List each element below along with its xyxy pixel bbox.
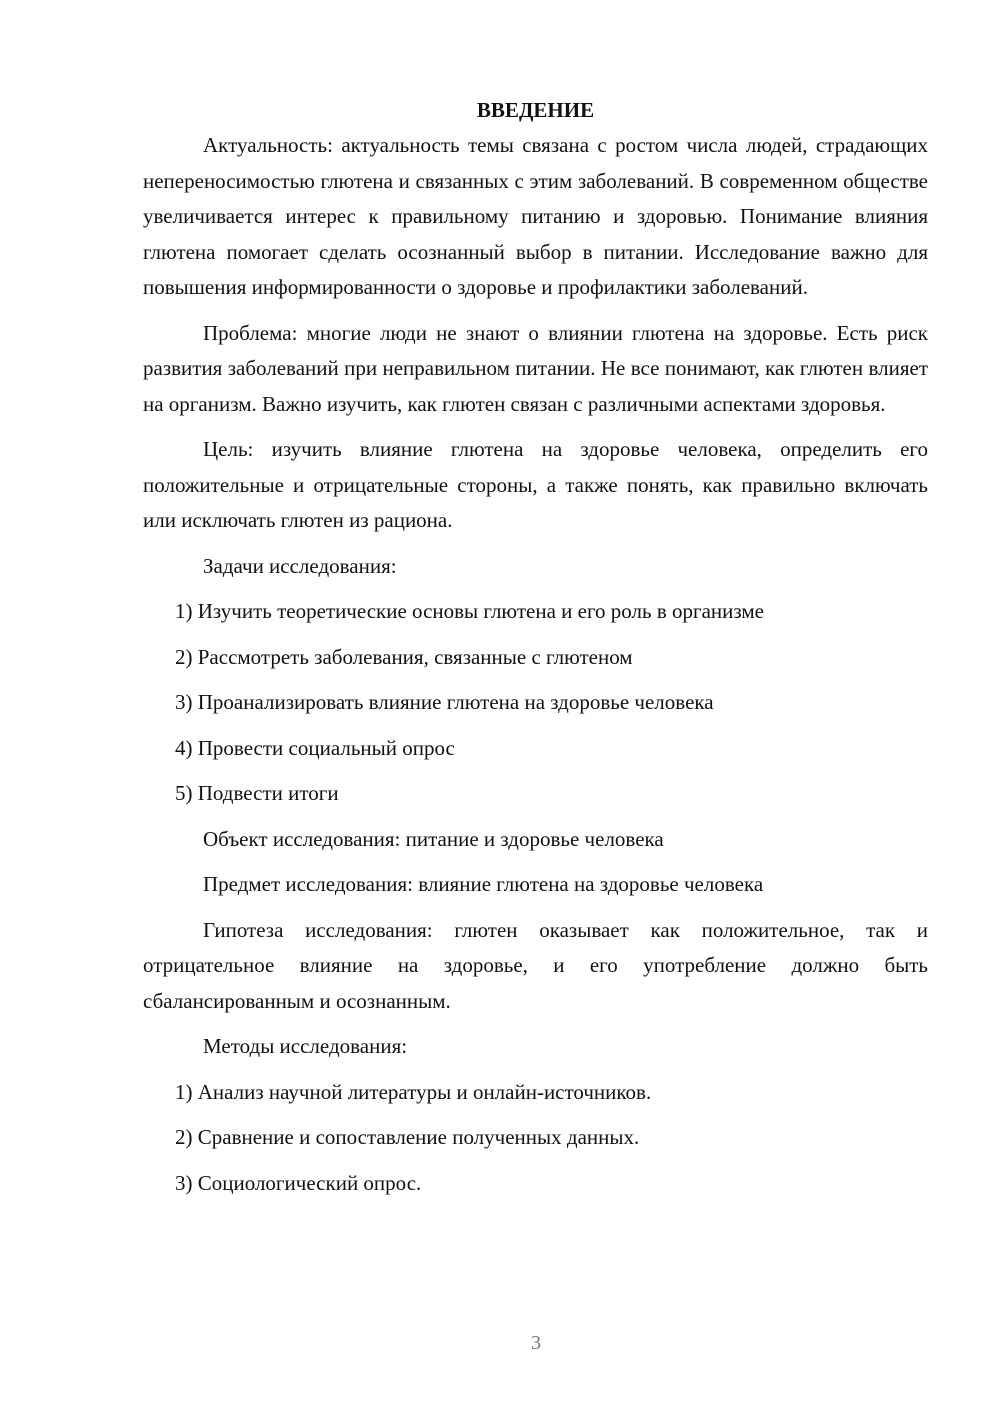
subject-paragraph: Предмет исследования: влияние глютена на здоровье человека bbox=[203, 872, 764, 896]
list-item: 3) Проанализировать влияние глютена на здоровье человека bbox=[175, 690, 714, 714]
problem-paragraph: Проблема: многие люди не знают о влиянии глютена на здоровье. Есть риск развития заболеваний при неправильном питании. Не все понимают, как глютен влияет на организм. Важно изучить, как глютен связан с различными аспектами здоровья. bbox=[143, 320, 928, 416]
list-item: 4) Провести социальный опрос bbox=[175, 735, 455, 760]
tasks-heading: Задачи исследования: bbox=[203, 553, 397, 578]
list-item: 1) Анализ научной литературы и онлайн-источников. bbox=[175, 1079, 652, 1104]
list-item: 1) Изучить теоретические основы глютена и его роль в организме bbox=[175, 599, 765, 623]
section-title: ВВЕДЕНИЕ bbox=[476, 98, 595, 122]
list-item: 3) Социологический опрос. bbox=[175, 1170, 422, 1195]
list-item: 5) Подвести итоги bbox=[175, 781, 339, 805]
hypothesis-paragraph: Гипотеза исследования: глютен оказывает как положительное, так и отрицательное влияние на здоровье, и его употребление должно быть сбалансированным и осознанным. bbox=[143, 917, 928, 1013]
methods-heading: Методы исследования: bbox=[203, 1034, 408, 1058]
goal-paragraph: Цель: изучить влияние глютена на здоровье человека, определить его положительные и отрицательные стороны, а также понять, как правильно включать или исключать глютен из рациона. bbox=[143, 437, 928, 532]
list-item: 2) Рассмотреть заболевания, связанные с глютеном bbox=[175, 644, 633, 669]
list-item: 2) Сравнение и сопоставление полученных данных. bbox=[175, 1125, 640, 1149]
page-number: 3 bbox=[531, 1332, 541, 1354]
document-page bbox=[143, 92, 928, 1211]
tasks-list bbox=[143, 594, 928, 812]
object-paragraph: Объект исследования: питание и здоровье человека bbox=[203, 826, 664, 851]
methods-list bbox=[143, 1075, 928, 1202]
relevance-paragraph: Актуальность: актуальность темы связана с ростом числа людей, страдающих непереносимостью глютена и связанных с этим заболеваний. В современном обществе увеличивается интерес к правильному питанию и здоровью. Понимание влияния глютена помогает сделать осознанный выбор в питании. Исследование важно для повышения информированности о здоровье и профилактики заболеваний. bbox=[143, 133, 928, 299]
